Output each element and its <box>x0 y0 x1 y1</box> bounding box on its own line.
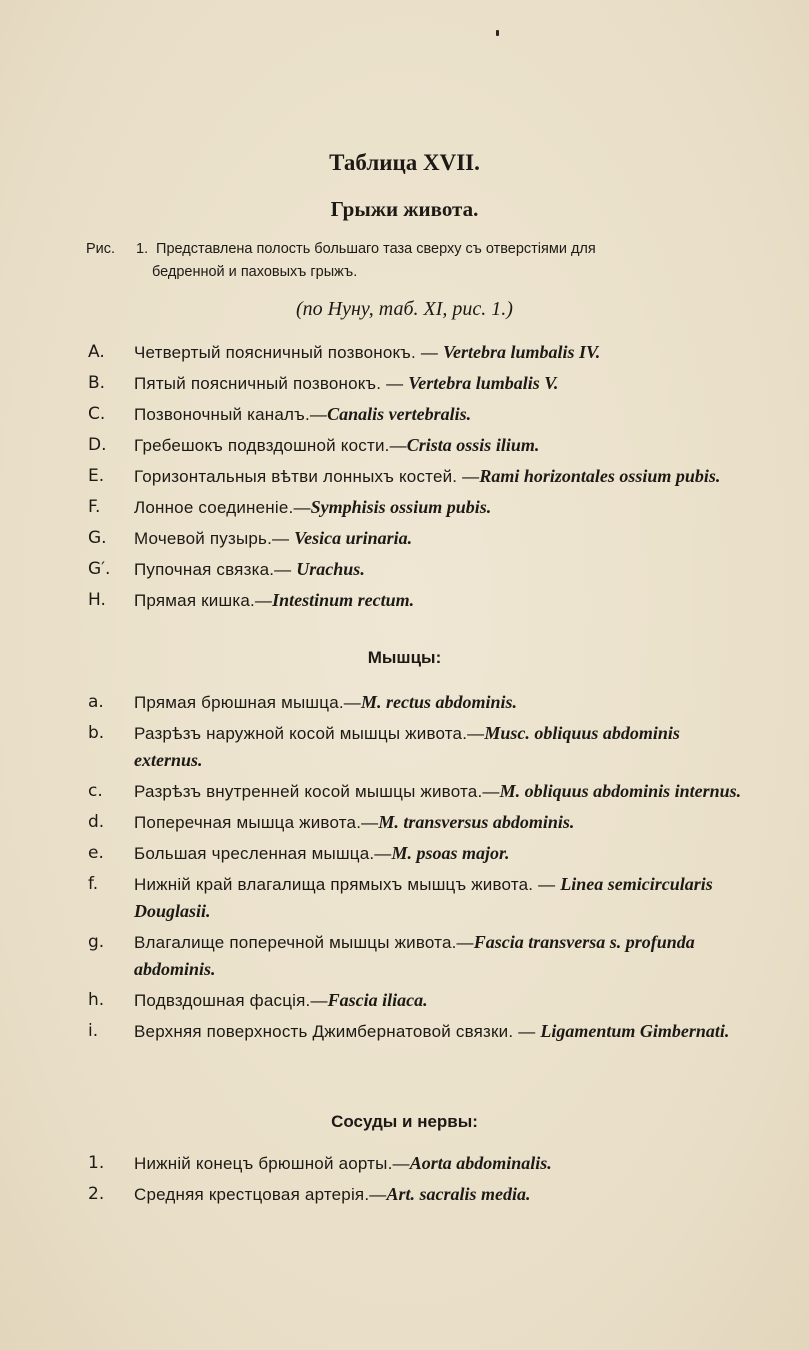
legend-entry <box>86 778 746 805</box>
legend-entry <box>86 339 746 366</box>
legend-key: d. <box>88 812 105 832</box>
legend-latin: Intestinum rectum. <box>272 590 415 610</box>
legend-key: e. <box>88 843 104 863</box>
legend-russian: Прямая кишка.— <box>134 591 273 610</box>
legend-latin: M. rectus abdominis. <box>360 692 518 712</box>
legend-entry <box>86 556 746 583</box>
legend-entry <box>86 587 746 614</box>
figure-source: (по Нуну, таб. XI, рис. 1.) <box>296 298 513 320</box>
legend-key: H. <box>88 590 106 610</box>
legend-latin: Crista ossis ilium. <box>406 435 540 455</box>
legend-latin: Aorta abdominalis. <box>409 1153 552 1173</box>
legend-latin: M. transversus abdominis. <box>378 812 575 832</box>
legend-key: D. <box>88 435 107 455</box>
legend-key: f. <box>88 874 99 894</box>
legend-russian: Нижній край влагалища прямыхъ мышцъ живота. — <box>134 875 561 894</box>
legend-entry <box>86 463 746 490</box>
legend-key: G. <box>88 528 107 548</box>
legend-entry <box>86 401 746 428</box>
legend-entry <box>86 525 746 552</box>
legend-entry <box>86 1150 746 1177</box>
legend-russian: Нижній конецъ брюшной аорты.— <box>134 1154 410 1173</box>
legend-latin: Rami horizontales ossium pubis. <box>479 466 721 486</box>
legend-entry <box>86 689 746 716</box>
legend-key: i. <box>88 1021 99 1041</box>
legend-group-structures <box>86 339 746 614</box>
legend-key: a. <box>88 692 104 712</box>
page-subtitle: Грыжи живота. <box>330 197 479 221</box>
legend-group-muscles <box>86 689 746 1045</box>
legend-russian: Пятый поясничный позвонокъ. — <box>134 374 409 393</box>
legend-entry <box>86 1181 746 1208</box>
legend-russian: Большая чресленная мышца.— <box>134 844 392 863</box>
legend-russian: Влагалище поперечной мышцы живота.— <box>134 933 474 952</box>
legend-latin: Vertebra lumbalis IV. <box>442 342 601 362</box>
legend-russian: Поперечная мышца живота.— <box>134 813 379 832</box>
legend-latin: Canalis vertebralis. <box>327 404 472 424</box>
legend-russian: Мочевой пузырь.— <box>134 529 295 548</box>
legend-entry <box>86 840 746 867</box>
legend-latin: Vertebra lumbalis V. <box>408 373 559 393</box>
legend-key: 1. <box>88 1153 105 1173</box>
legend-entry <box>86 987 746 1014</box>
caption-fig-label: Рис. <box>86 241 116 257</box>
legend-entry <box>86 720 746 774</box>
legend-russian: Подвздошная фасція.— <box>134 991 328 1010</box>
legend-key: h. <box>88 990 105 1010</box>
legend-russian: Позвоночный каналъ.— <box>134 405 328 424</box>
legend-entry <box>86 432 746 459</box>
caption-line-1: Представлена полость большаго таза сверху съ отверстіями для <box>156 241 596 257</box>
legend-key: g. <box>88 932 105 952</box>
legend-latin: Fascia transversa s. profunda abdominis. <box>134 932 695 979</box>
legend-latin: Symphisis ossium pubis. <box>310 497 492 517</box>
legend-entry <box>86 494 746 521</box>
legend-key: A. <box>88 342 105 362</box>
legend-russian: Гребешокъ подвздошной кости.— <box>134 436 407 455</box>
legend-entry <box>86 809 746 836</box>
page-title: Таблица XVII. <box>329 150 480 175</box>
legend-latin: Ligamentum Gimbernati. <box>540 1021 730 1041</box>
legend-russian: Лонное соединеніе.— <box>134 498 311 517</box>
legend-russian: Средняя крестцовая артерія.— <box>134 1185 387 1204</box>
legend-latin: M. obliquus abdominis internus. <box>499 781 742 801</box>
legend-latin: Art. sacralis media. <box>386 1184 531 1204</box>
caption-fig-number: 1. <box>136 241 149 257</box>
legend-latin: Urachus. <box>296 559 365 579</box>
legend-group-vessels <box>86 1150 746 1208</box>
legend-latin: Musc. obliquus abdominis externus. <box>134 723 680 770</box>
legend-key: c. <box>88 781 103 801</box>
legend-russian: Разрѣзъ внутренней косой мышцы живота.— <box>134 782 500 801</box>
legend-key: C. <box>88 404 106 424</box>
legend-latin: Fascia iliaca. <box>327 990 428 1010</box>
caption-line-2: бедренной и паховыхъ грыжъ. <box>152 264 358 280</box>
legend-russian: Прямая брюшная мышца.— <box>134 693 361 712</box>
legend-key: G′. <box>88 559 111 579</box>
legend-entry <box>86 370 746 397</box>
page-mark <box>496 30 499 36</box>
figure-caption <box>86 238 741 284</box>
legend-russian: Разрѣзъ наружной косой мышцы живота.— <box>134 724 485 743</box>
legend-russian: Пупочная связка.— <box>134 560 297 579</box>
legend-key: B. <box>88 373 106 393</box>
legend-key: F. <box>88 497 101 517</box>
legend-latin: Linea semicircularis Douglasii. <box>134 874 713 921</box>
legend-key: E. <box>88 466 105 486</box>
legend-entry <box>86 929 746 983</box>
legend-key: b. <box>88 723 105 743</box>
legend-russian: Верхняя поверхность Джимбернатовой связки. — <box>134 1022 541 1041</box>
legend-key: 2. <box>88 1184 105 1204</box>
legend-entry <box>86 871 746 925</box>
legend-russian: Горизонтальныя вѣтви лонныхъ костей. — <box>134 467 480 486</box>
section-heading-vessels: Сосуды и нервы: <box>331 1112 478 1131</box>
section-heading-muscles: Мышцы: <box>367 648 442 667</box>
legend-russian: Четвертый поясничный позвонокъ. — <box>134 343 443 362</box>
legend-latin: M. psoas major. <box>391 843 510 863</box>
legend-latin: Vesica urinaria. <box>294 528 413 548</box>
legend-entry <box>86 1018 746 1045</box>
